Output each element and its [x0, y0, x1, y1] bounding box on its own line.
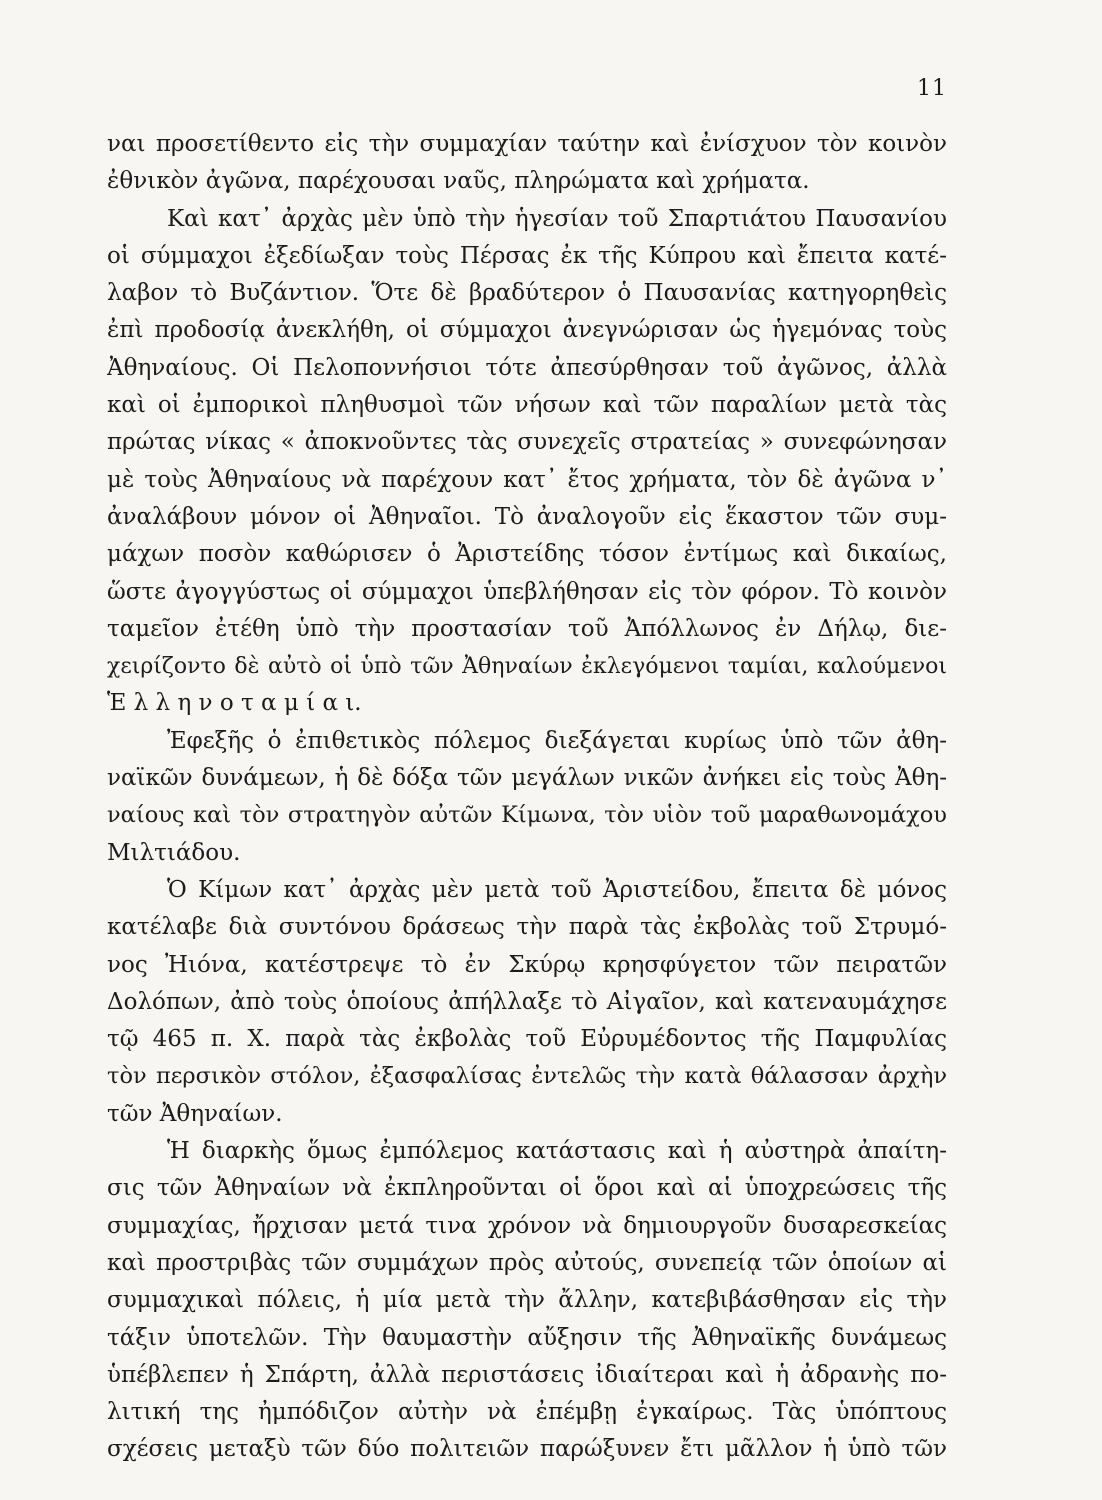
text-line: ἐπὶ προδοσίᾳ ἀνεκλήθη, οἱ σύμμαχοι ἀνεγνώρισαν ὡς ἡγεμόνας τοὺς	[107, 317, 947, 344]
text-line: νος Ἠιόνα, κατέστρεψε τὸ ἐν Σκύρῳ κρησφύγετον τῶν πειρατῶν	[107, 951, 947, 978]
text-line: τάξιν ὑποτελῶν. Τὴν θαυμαστὴν αὔξησιν τῆς Ἀθηναϊκῆς δυνάμεως	[107, 1324, 947, 1351]
text-line: λαβον τὸ Βυζάντιον. Ὅτε δὲ βραδύτερον ὁ Παυσανίας κατηγορηθεὶς	[107, 280, 947, 307]
page-number: 11	[917, 76, 947, 101]
text-line: τῷ 465 π. Χ. παρὰ τὰς ἐκβολὰς τοῦ Εὐρυμέδοντος τῆς Παμφυλίας	[107, 1026, 947, 1053]
text-line: συμμαχικαὶ πόλεις, ἡ μία μετὰ τὴν ἄλλην, κατεβιβάσθησαν εἰς τὴν	[107, 1287, 947, 1314]
text-line: ὥστε ἀγογγύστως οἱ σύμμαχοι ὑπεβλήθησαν εἰς τὸν φόρον. Τὸ κοινὸν	[107, 578, 947, 605]
text-line: Ὁ Κίμων κατ᾽ ἀρχὰς μὲν μετὰ τοῦ Ἀριστείδου, ἔπειτα δὲ μόνος	[167, 876, 947, 903]
text-line: σις τῶν Ἀθηναίων νὰ ἐκπληροῦνται οἱ ὅροι καὶ αἱ ὑποχρεώσεις τῆς	[107, 1175, 947, 1202]
text-line: ναι προσετίθεντο εἰς τὴν συμμαχίαν ταύτην καὶ ἐνίσχυον τὸν κοινὸν	[107, 131, 947, 157]
text-line: Μιλτιάδου.	[107, 839, 241, 866]
text-line: οἱ σύμμαχοι ἐξεδίωξαν τοὺς Πέρσας ἐκ τῆς Κύπρου καὶ ἔπειτα κατέ-	[107, 242, 947, 269]
text-line: χειρίζοντο δὲ αὐτὸ οἱ ὑπὸ τῶν Ἀθηναίων ἐκλεγόμενοι ταμίαι, καλούμενοι	[107, 654, 947, 680]
text-line: τὸν περσικὸν στόλον, ἐξασφαλίσας ἐντελῶς τὴν κατὰ θάλασσαν ἀρχὴν	[107, 1063, 947, 1090]
text-line: σχέσεις μεταξὺ τῶν δύο πολιτειῶν παρώξυνεν ἔτι μᾶλλον ἡ ὑπὸ τῶν	[107, 1436, 947, 1463]
text-line: Ἡ διαρκὴς ὅμως ἐμπόλεμος κατάστασις καὶ ἡ αὐστηρὰ ἀπαίτη-	[167, 1138, 947, 1165]
text-line: ἐθνικὸν ἀγῶνα, παρέχουσαι ναῦς, πληρώματα καὶ χρήματα.	[107, 168, 810, 195]
text-line: ταμεῖον ἐτέθη ὑπὸ τὴν προστασίαν τοῦ Ἀπόλλωνος ἐν Δήλῳ, διε-	[107, 615, 947, 642]
text-line: Ἀθηναίους. Οἱ Πελοποννήσιοι τότε ἀπεσύρθησαν τοῦ ἀγῶνος, ἀλλὰ	[107, 354, 947, 381]
text-line: ναίους καὶ τὸν στρατηγὸν αὐτῶν Κίμωνα, τὸν υἱὸν τοῦ μαραθωνομάχου	[107, 802, 947, 829]
text-line: Ἐφεξῆς ὁ ἐπιθετικὸς πόλεμος διεξάγεται κυρίως ὑπὸ τῶν ἀθη-	[167, 727, 947, 754]
text-line: ἀναλάβουν μόνον οἱ Ἀθηναῖοι. Τὸ ἀναλογοῦν εἰς ἕκαστον τῶν συμ-	[107, 503, 947, 530]
text-line: ὑπέβλεπεν ἡ Σπάρτη, ἀλλὰ περιστάσεις ἰδιαίτεραι καὶ ἡ ἀδρανὴς πο-	[107, 1361, 947, 1388]
text-line: καὶ προστριβὰς τῶν συμμάχων πρὸς αὐτούς, συνεπείᾳ τῶν ὁποίων αἱ	[107, 1249, 947, 1276]
text-line: ναϊκῶν δυνάμεων, ἡ δὲ δόξα τῶν μεγάλων νικῶν ἀνήκει εἰς τοὺς Ἀθη-	[107, 765, 947, 792]
text-line: καὶ οἱ ἐμπορικοὶ πληθυσμοὶ τῶν νήσων καὶ τῶν παραλίων μετὰ τὰς	[107, 392, 947, 419]
text-line: Δολόπων, ἀπὸ τοὺς ὁποίους ἀπήλλαξε τὸ Αἰγαῖον, καὶ κατεναυμάχησε	[107, 988, 947, 1015]
text-line: τῶν Ἀθηναίων.	[107, 1100, 283, 1127]
text-line: Καὶ κατ᾽ ἀρχὰς μὲν ὑπὸ τὴν ἡγεσίαν τοῦ Σπαρτιάτου Παυσανίου	[167, 205, 947, 232]
text-line: Ἑ λ λ η ν ο τ α μ ί α ι.	[107, 690, 362, 717]
body-text	[107, 126, 947, 1469]
text-line: συμμαχίας, ἤρχισαν μετά τινα χρόνον νὰ δημιουργοῦν δυσαρεσκείας	[107, 1212, 947, 1239]
text-line: μὲ τοὺς Ἀθηναίους νὰ παρέχουν κατ᾽ ἔτος χρήματα, τὸν δὲ ἀγῶνα ν᾽	[107, 466, 947, 493]
text-line: κατέλαβε διὰ συντόνου δράσεως τὴν παρὰ τὰς ἐκβολὰς τοῦ Στρυμό-	[107, 914, 947, 941]
text-line: πρώτας νίκας « ἀποκνοῦντες τὰς συνεχεῖς στρατείας » συνεφώνησαν	[107, 429, 947, 456]
text-line: μάχων ποσὸν καθώρισεν ὁ Ἀριστείδης τόσον ἐντίμως καὶ δικαίως,	[107, 541, 947, 568]
text-line: λιτική της ἠμπόδιζον αὐτὴν νὰ ἐπέμβῃ ἐγκαίρως. Τὰς ὑπόπτους	[107, 1399, 947, 1426]
